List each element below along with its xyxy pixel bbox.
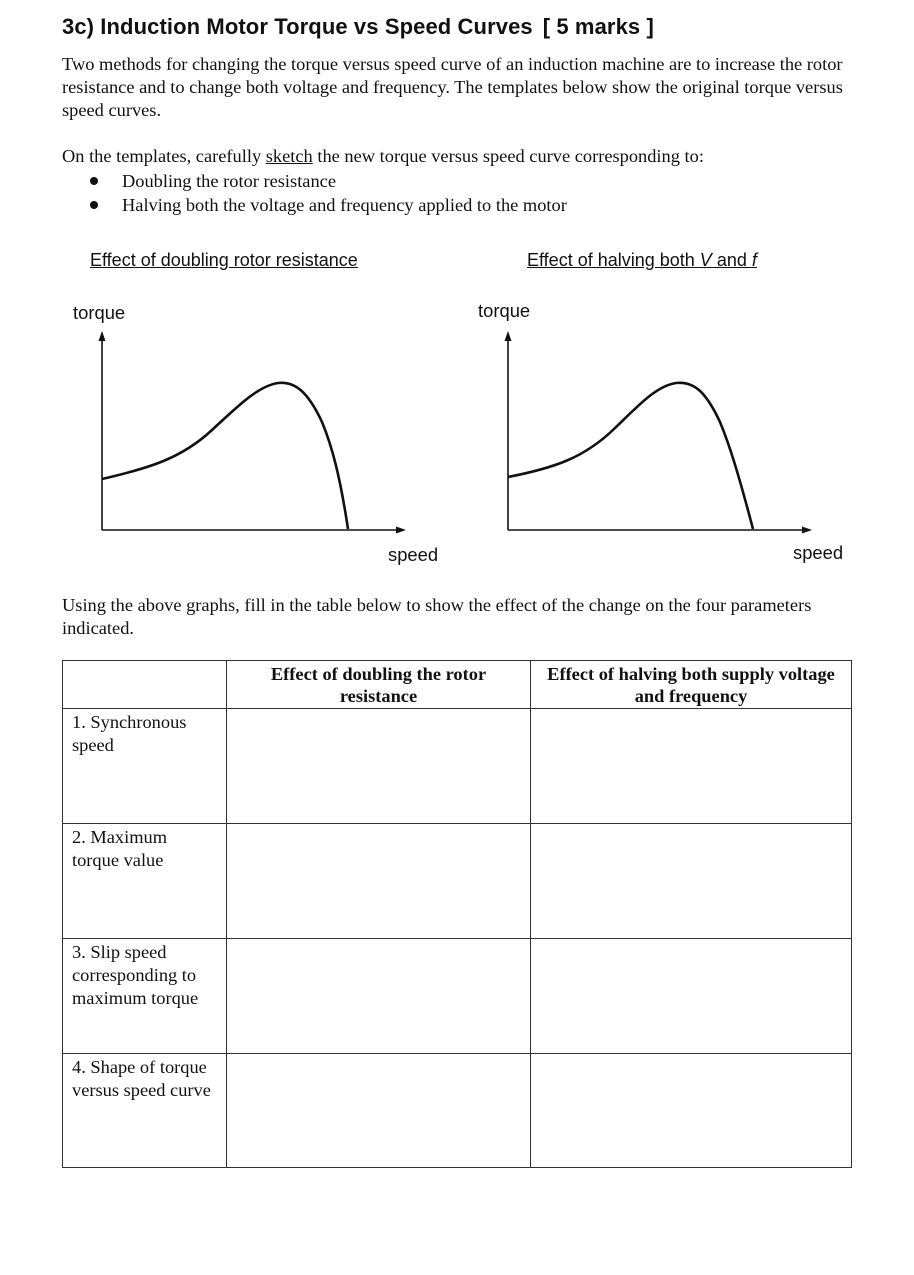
answer-cell-voltage-frequency[interactable]	[531, 939, 852, 1054]
instruction-paragraph	[62, 145, 862, 168]
answer-cell-rotor-resistance[interactable]	[227, 824, 531, 939]
graph2-torque-curve	[508, 383, 753, 529]
graph1-y-arrow-icon	[99, 331, 106, 341]
bullet-text: Doubling the rotor resistance	[122, 171, 336, 191]
table-intro-paragraph: Using the above graphs, fill in the table below to show the effect of the change on the four parameters indicated.	[62, 595, 812, 638]
answer-cell-rotor-resistance[interactable]	[227, 939, 531, 1054]
caption-part-f: f	[751, 250, 757, 270]
caption-part: and	[711, 250, 752, 270]
row-label-cell	[63, 939, 227, 1054]
table-row	[63, 1054, 852, 1168]
intro-paragraph: Two methods for changing the torque versus speed curve of an induction machine are to increase the rotor resistance and to change both voltage and frequency. The templates below show the original torque versus speed curves.	[62, 54, 843, 120]
graph1-x-arrow-icon	[396, 527, 406, 534]
answer-cell-voltage-frequency[interactable]	[531, 824, 852, 939]
table-header-voltage-frequency: Effect of halving both supply voltage and frequency	[531, 661, 852, 709]
instruction-before: On the templates, carefully	[62, 146, 266, 166]
row-label: 3. Slip speed corresponding to maximum torque	[72, 942, 199, 1008]
instruction-after: the new torque versus speed curve corresponding to:	[312, 146, 704, 166]
bullet-text: Halving both the voltage and frequency applied to the motor	[122, 195, 567, 215]
table-header-corner	[63, 661, 227, 709]
graph2-y-arrow-icon	[505, 331, 512, 341]
answer-cell-rotor-resistance[interactable]	[227, 1054, 531, 1168]
graph-caption-voltage-frequency	[527, 250, 757, 271]
table-header-row	[63, 661, 852, 709]
graph1-template[interactable]	[90, 326, 420, 541]
question-title	[62, 14, 654, 40]
row-label: 2. Maximum torque value	[72, 827, 168, 870]
answer-cell-voltage-frequency[interactable]	[531, 1054, 852, 1168]
caption-part-v: V	[699, 250, 712, 270]
bullet-dot-icon	[90, 177, 98, 185]
row-label-cell	[63, 1054, 227, 1168]
graph1-x-axis-label: speed	[388, 544, 439, 565]
row-label: 4. Shape of torque versus speed curve	[72, 1057, 211, 1100]
bullet-item	[86, 193, 567, 217]
graph2-x-arrow-icon	[802, 527, 812, 534]
graph-caption-rotor-resistance: Effect of doubling rotor resistance	[90, 250, 358, 270]
table-row	[63, 939, 852, 1054]
graph2-x-axis-label: speed	[793, 542, 844, 563]
graph1-y-axis-label: torque	[73, 302, 126, 323]
bullet-item	[86, 169, 567, 193]
row-label-cell	[63, 709, 227, 824]
table-row	[63, 824, 852, 939]
bullet-dot-icon	[90, 201, 98, 209]
row-label: 1. Synchronous speed	[72, 712, 187, 755]
table-row	[63, 709, 852, 824]
table-header-rotor-resistance: Effect of doubling the rotor resistance	[227, 661, 531, 709]
answer-cell-rotor-resistance[interactable]	[227, 709, 531, 824]
question-heading: 3c) Induction Motor Torque vs Speed Curves	[62, 14, 533, 39]
row-label-cell	[63, 824, 227, 939]
instruction-sketch: sketch	[265, 146, 313, 166]
parameters-table	[62, 660, 852, 1168]
marks-label: [ 5 marks ]	[542, 14, 654, 39]
caption-part: Effect of halving both	[527, 250, 700, 270]
graph1-torque-curve	[102, 383, 348, 529]
bullet-list	[86, 169, 567, 217]
graph2-template[interactable]	[496, 326, 826, 541]
graph2-y-axis-label: torque	[478, 300, 531, 321]
answer-cell-voltage-frequency[interactable]	[531, 709, 852, 824]
